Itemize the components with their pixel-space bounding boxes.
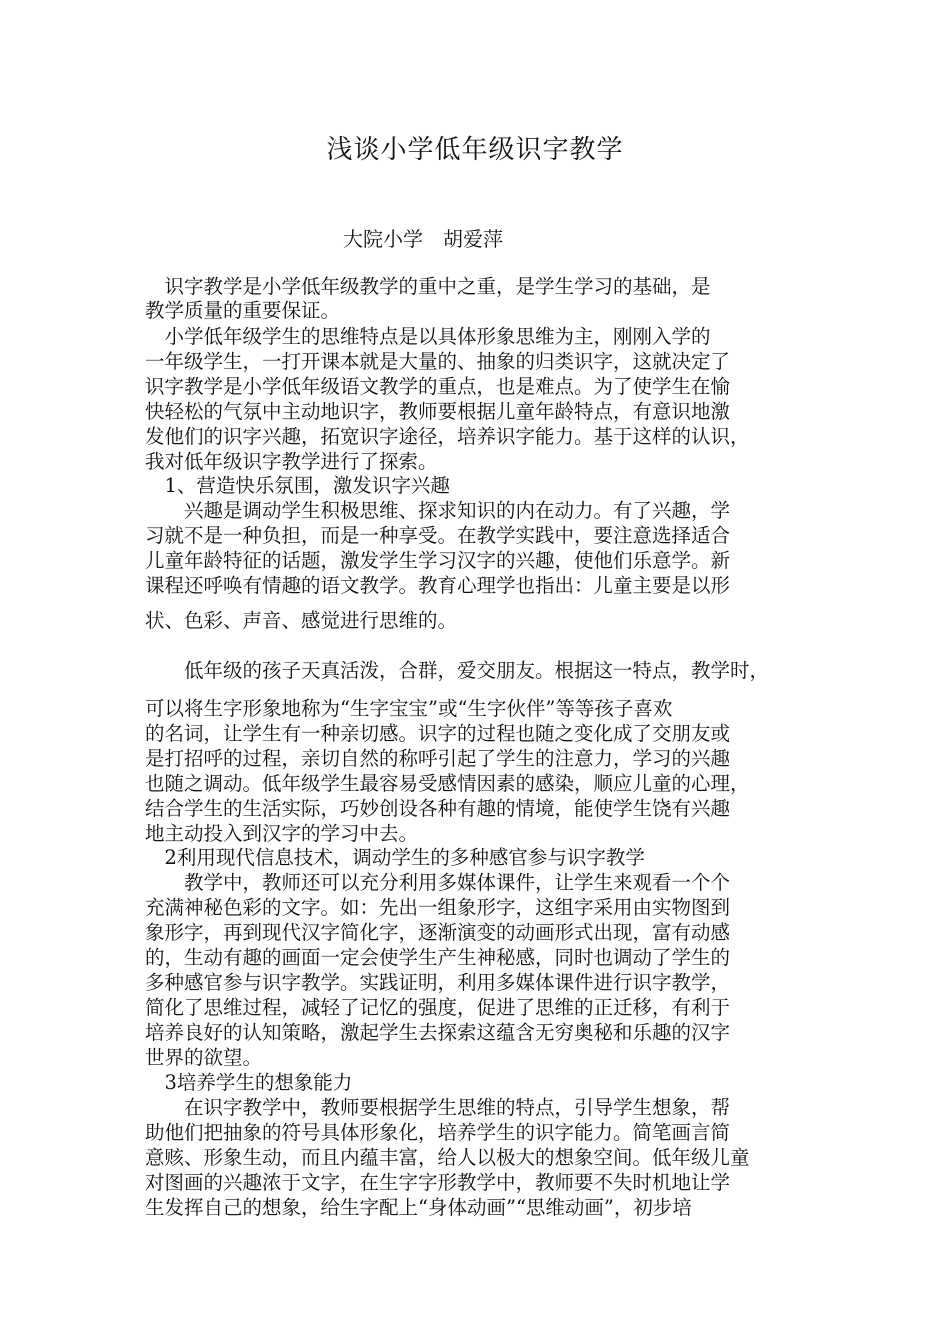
body-line: 快轻松的气氛中主动地识字，教师要根据儿童年龄特点，有意识地激 bbox=[145, 400, 731, 423]
body-line: 是打招呼的过程，亲切自然的称呼引起了学生的注意力，学习的兴趣 bbox=[145, 747, 731, 770]
body-line: 可以将生字形象地称为“生字宝宝”或“生字伙伴”等等孩子喜欢 bbox=[145, 697, 673, 720]
body-line: 习就不是一种负担，而是一种享受。在教学实践中，要注意选择适合 bbox=[145, 524, 731, 547]
body-line: 的名词，让学生有一种亲切感。识字的过程也随之变化成了交朋友或 bbox=[145, 722, 731, 745]
body-line: 教学质量的重要保证。 bbox=[145, 299, 341, 322]
body-line: 意赅、形象生动，而且内蕴丰富，给人以极大的想象空间。低年级儿童 bbox=[145, 1146, 750, 1169]
body-line: 结合学生的生活实际，巧妙创设各种有趣的情境，能使学生饶有兴趣 bbox=[145, 797, 731, 820]
body-line: 状、色彩、声音、感觉进行思维的。 bbox=[145, 609, 458, 632]
body-line: 课程还呼唤有情趣的语文教学。教育心理学也指出：儿童主要是以形 bbox=[145, 574, 731, 597]
body-line: 多种感官参与识字教学。实践证明，利用多媒体课件进行识字教学， bbox=[145, 971, 731, 994]
body-line: 象形字，再到现代汉字简化字，逐渐演变的动画形式出现，富有动感 bbox=[145, 921, 731, 944]
body-line: 充满神秘色彩的文字。如：先出一组象形字，这组字采用由实物图到 bbox=[145, 896, 731, 919]
author-line: 大院小学 胡爱萍 bbox=[343, 227, 503, 251]
body-line: 地主动投入到汉字的学习中去。 bbox=[145, 822, 419, 845]
body-line: 教学中，教师还可以充分利用多媒体课件，让学生来观看一个个 bbox=[145, 871, 731, 894]
body-line: 识字教学是小学低年级语文教学的重点，也是难点。为了使学生在愉 bbox=[145, 375, 731, 398]
document-title: 浅谈小学低年级识字教学 bbox=[326, 135, 624, 165]
body-line: 我对低年级识字教学进行了探索。 bbox=[145, 450, 438, 473]
body-line: 儿童年龄特征的话题，激发学生学习汉字的兴趣，使他们乐意学。新 bbox=[145, 549, 731, 572]
body-line: 兴趣是调动学生积极思维、探求知识的内在动力。有了兴趣，学 bbox=[145, 499, 731, 522]
body-line: 的，生动有趣的画面一定会使学生产生神秘感，同时也调动了学生的 bbox=[145, 946, 731, 969]
section-heading: 3培养学生的想象能力 bbox=[145, 1071, 353, 1094]
body-line: 小学低年级学生的思维特点是以具体形象思维为主，刚刚入学的 bbox=[145, 325, 711, 348]
body-line: 生发挥自己的想象，给生字配上“身体动画”“思维动画”，初步培 bbox=[145, 1196, 692, 1219]
section-heading: 2利用现代信息技术，调动学生的多种感官参与识字教学 bbox=[145, 846, 645, 869]
section-heading: 1、营造快乐氛围，激发识字兴趣 bbox=[145, 474, 450, 497]
body-line: 对图画的兴趣浓于文字，在生字字形教学中，教师要不失时机地让学 bbox=[145, 1171, 731, 1194]
body-line: 世界的欲望。 bbox=[145, 1046, 263, 1069]
body-line: 在识字教学中，教师要根据学生思维的特点，引导学生想象，帮 bbox=[145, 1096, 731, 1119]
body-line: 培养良好的认知策略，激起学生去探索这蕴含无穷奥秘和乐趣的汉字 bbox=[145, 1021, 731, 1044]
body-line: 识字教学是小学低年级教学的重中之重，是学生学习的基础，是 bbox=[145, 275, 711, 298]
body-line: 发他们的识字兴趣，拓宽识字途径，培养识字能力。基于这样的认识， bbox=[145, 425, 750, 448]
body-line: 也随之调动。低年级学生最容易受感情因素的感染，顺应儿童的心理， bbox=[145, 772, 750, 795]
body-line: 低年级的孩子天真活泼，合群，爱交朋友。根据这一特点，教学时， bbox=[145, 659, 770, 682]
body-line: 一年级学生，一打开课本就是大量的、抽象的归类识字，这就决定了 bbox=[145, 350, 731, 373]
body-line: 助他们把抽象的符号具体形象化，培养学生的识字能力。简笔画言简 bbox=[145, 1121, 731, 1144]
body-line: 简化了思维过程，减轻了记忆的强度，促进了思维的正迁移，有利于 bbox=[145, 996, 731, 1019]
